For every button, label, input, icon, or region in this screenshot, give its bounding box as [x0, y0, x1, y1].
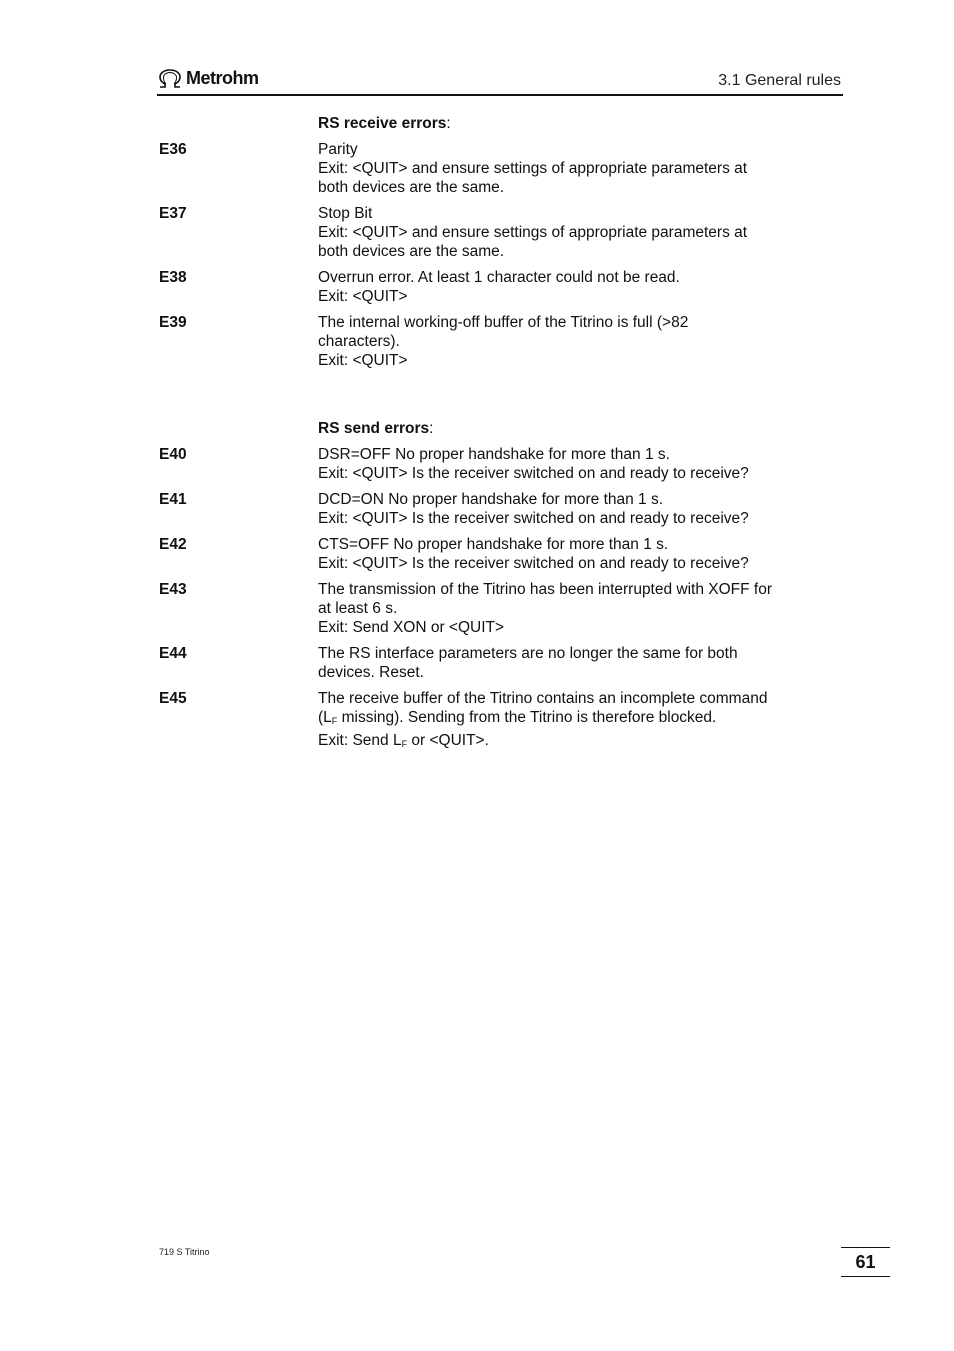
error-list: [159, 114, 799, 754]
send-errors-heading: [159, 419, 799, 438]
description-line: [318, 708, 778, 731]
error-description: [318, 313, 778, 370]
error-entry: [159, 140, 799, 197]
error-description: [318, 535, 778, 573]
section-reference: 3.1 General rules: [718, 72, 841, 89]
text-part: Exit: Send L: [318, 732, 402, 749]
receive-errors-group: [159, 140, 799, 370]
error-description: [318, 490, 778, 528]
page-header: [157, 66, 843, 96]
page-number: 61: [855, 1252, 876, 1272]
description-line: at least 6 s.: [318, 600, 398, 617]
section-heading: RS receive errors: [318, 115, 447, 132]
error-entry: [159, 445, 799, 483]
metrohm-logo: [157, 68, 259, 89]
description-line: both devices are the same.: [318, 243, 505, 260]
error-code: E37: [159, 205, 187, 222]
error-code: E41: [159, 491, 187, 508]
error-description: [318, 204, 778, 261]
error-code: E42: [159, 536, 187, 553]
description-line: Exit: Send XON or <QUIT>: [318, 619, 505, 636]
error-code: E45: [159, 690, 187, 707]
text-part: missing). Sending from the Titrino is therefore blocked.: [337, 709, 717, 726]
error-entry: [159, 313, 799, 370]
error-code: E40: [159, 446, 187, 463]
error-description: [318, 580, 778, 637]
description-line: both devices are the same.: [318, 179, 505, 196]
brand-name: Metrohm: [186, 68, 259, 88]
error-description: [318, 689, 778, 754]
description-line: DSR=OFF No proper handshake for more than 1 s.: [318, 446, 670, 463]
description-line: Overrun error. At least 1 character could not be read.: [318, 269, 680, 286]
error-code: E43: [159, 581, 187, 598]
subscript: F: [401, 739, 408, 749]
error-entry: [159, 535, 799, 573]
error-code: E36: [159, 141, 187, 158]
subscript: F: [331, 716, 338, 726]
description-line: Parity: [318, 141, 358, 158]
section-heading: RS send errors: [318, 420, 430, 437]
error-entry: [159, 644, 799, 682]
description-line: DCD=ON No proper handshake for more than 1 s.: [318, 491, 664, 508]
error-entry: [159, 490, 799, 528]
heading-colon: :: [429, 420, 434, 437]
description-line: The internal working-off buffer of the Titrino is full (>82: [318, 314, 689, 331]
description-line: Exit: <QUIT> Is the receiver switched on and ready to receive?: [318, 465, 749, 482]
text-part: or <QUIT>.: [407, 732, 489, 749]
description-line: Exit: <QUIT>: [318, 352, 408, 369]
error-entry: [159, 580, 799, 637]
description-line: The transmission of the Titrino has been interrupted with XOFF for: [318, 581, 773, 598]
description-line: Exit: <QUIT> Is the receiver switched on and ready to receive?: [318, 510, 749, 527]
description-line: Stop Bit: [318, 205, 373, 222]
description-line: [318, 731, 778, 754]
send-errors-group: [159, 445, 799, 682]
page-number-box: [841, 1247, 890, 1277]
error-code: E44: [159, 645, 187, 662]
error-entry: [159, 268, 799, 306]
description-line: devices. Reset.: [318, 664, 424, 681]
heading-colon: :: [446, 115, 451, 132]
error-description: [318, 644, 778, 682]
error-description: [318, 445, 778, 483]
error-entry: [159, 689, 799, 754]
error-description: [318, 268, 778, 306]
error-description: [318, 140, 778, 197]
description-line: The receive buffer of the Titrino contains an incomplete command: [318, 690, 768, 707]
metrohm-omega-icon: [157, 69, 183, 89]
description-line: Exit: <QUIT>: [318, 288, 408, 305]
receive-errors-heading: [159, 114, 799, 133]
footer-product: 719 S Titrino: [159, 1247, 210, 1257]
description-line: CTS=OFF No proper handshake for more than 1 s.: [318, 536, 669, 553]
error-code: E39: [159, 314, 187, 331]
description-line: characters).: [318, 333, 400, 350]
error-entry: [159, 204, 799, 261]
text-part: (L: [318, 709, 332, 726]
description-line: The RS interface parameters are no longer the same for both: [318, 645, 738, 662]
description-line: Exit: <QUIT> and ensure settings of appropriate parameters at: [318, 160, 748, 177]
description-line: Exit: <QUIT> and ensure settings of appropriate parameters at: [318, 224, 748, 241]
error-code: E38: [159, 269, 187, 286]
description-line: Exit: <QUIT> Is the receiver switched on and ready to receive?: [318, 555, 749, 572]
